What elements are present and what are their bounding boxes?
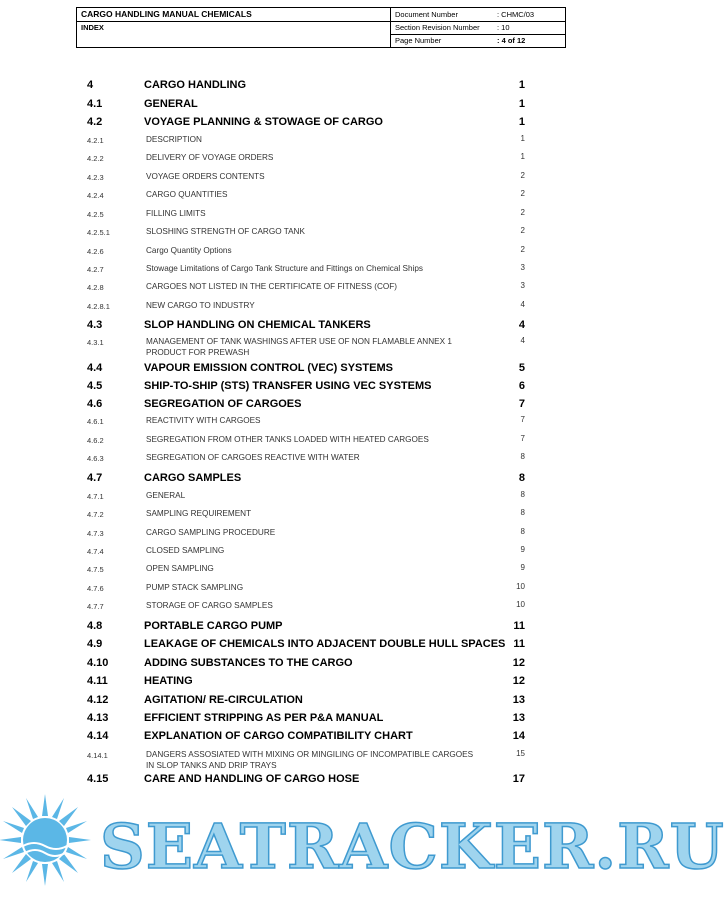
toc-entry-title: EXPLANATION OF CARGO COMPATIBILITY CHART bbox=[144, 730, 413, 742]
toc-entry-number: 4.7.6 bbox=[87, 584, 104, 593]
toc-entry-title: HEATING bbox=[144, 675, 193, 687]
toc-entry-title: ADDING SUBSTANCES TO THE CARGO bbox=[144, 657, 353, 669]
header-divider bbox=[390, 8, 391, 47]
doc-number-label: Document Number bbox=[395, 10, 458, 19]
toc-entry-title: CARGO SAMPLING PROCEDURE bbox=[146, 528, 276, 537]
toc-entry-number: 4.9 bbox=[87, 638, 103, 650]
header-divider bbox=[77, 21, 565, 22]
toc-entry-title: SEGREGATION FROM OTHER TANKS LOADED WITH HEATED CARGOES bbox=[146, 435, 429, 444]
toc-entry-number: 4.2.8.1 bbox=[87, 302, 110, 311]
toc-entry-title: GENERAL bbox=[144, 98, 198, 110]
revision-label: Section Revision Number bbox=[395, 23, 480, 32]
toc-entry-page: 5 bbox=[518, 362, 525, 374]
toc-entry-number: 4.2.5.1 bbox=[87, 228, 110, 237]
toc-entry-title: VAPOUR EMISSION CONTROL (VEC) SYSTEMS bbox=[144, 362, 393, 374]
toc-entry-title: PORTABLE CARGO PUMP bbox=[144, 620, 283, 632]
toc-entry-number: 4.2.4 bbox=[87, 191, 104, 200]
toc-entry-title: EFFICIENT STRIPPING AS PER P&A MANUAL bbox=[144, 712, 384, 724]
toc-entry-page: 2 bbox=[520, 208, 525, 217]
toc-entry-page: 1 bbox=[518, 98, 525, 110]
toc-entry-page: 2 bbox=[520, 189, 525, 198]
toc-entry-number: 4.5 bbox=[87, 380, 103, 392]
section-name: INDEX bbox=[81, 23, 104, 32]
toc-entry-number: 4 bbox=[87, 79, 94, 91]
toc-entry-title: MANAGEMENT OF TANK WASHINGS AFTER USE OF NON FLAMABLE ANNEX 1 PRODUCT FOR PREWASH bbox=[146, 337, 452, 357]
toc-entry-number: 4.7.3 bbox=[87, 529, 104, 538]
toc-entry-number: 4.8 bbox=[87, 620, 103, 632]
toc-entry-page: 8 bbox=[518, 472, 525, 484]
toc-entry-title: CLOSED SAMPLING bbox=[146, 546, 225, 555]
toc-entry-page: 13 bbox=[512, 712, 525, 724]
toc-entry-number: 4.7.7 bbox=[87, 602, 104, 611]
toc-entry-number: 4.13 bbox=[87, 712, 109, 724]
toc-entry-page: 1 bbox=[520, 134, 525, 143]
toc-entry-page: 8 bbox=[520, 452, 525, 461]
toc-entry-number: 4.6 bbox=[87, 398, 103, 410]
toc-entry-number: 4.2.1 bbox=[87, 136, 104, 145]
toc-entry-number: 4.2.6 bbox=[87, 247, 104, 256]
toc-entry-page: 7 bbox=[520, 434, 525, 443]
toc-entry-number: 4.2.2 bbox=[87, 154, 104, 163]
sun-icon bbox=[0, 794, 91, 886]
toc-entry-page: 1 bbox=[518, 79, 525, 91]
revision-value: : 10 bbox=[497, 23, 510, 32]
toc-entry-number: 4.2.3 bbox=[87, 173, 104, 182]
toc-entry-page: 2 bbox=[520, 245, 525, 254]
toc-entry-number: 4.1 bbox=[87, 98, 103, 110]
toc-entry-number: 4.2.7 bbox=[87, 265, 104, 274]
toc-entry-number: 4.2.8 bbox=[87, 283, 104, 292]
toc-entry-page: 12 bbox=[512, 675, 525, 687]
toc-entry-page: 4 bbox=[520, 300, 525, 309]
toc-entry-title: DANGERS ASSOSIATED WITH MIXING OR MINGILING OF INCOMPATIBLE CARGOES IN SLOP TANKS AND DRIP TRAYS bbox=[146, 750, 474, 770]
toc-entry-title: CARE AND HANDLING OF CARGO HOSE bbox=[144, 773, 360, 785]
toc-entry-page: 1 bbox=[518, 116, 525, 128]
toc-entry-page: 7 bbox=[518, 398, 525, 410]
toc-entry-page: 2 bbox=[520, 226, 525, 235]
toc-entry-number: 4.11 bbox=[87, 675, 108, 687]
page-label: Page Number bbox=[395, 36, 442, 45]
toc-entry-page: 8 bbox=[520, 527, 525, 536]
toc-entry-title: STORAGE OF CARGO SAMPLES bbox=[146, 601, 273, 610]
toc-entry-title: LEAKAGE OF CHEMICALS INTO ADJACENT DOUBLE HULL SPACES bbox=[144, 638, 506, 650]
toc-entry-title: FILLING LIMITS bbox=[146, 209, 206, 218]
toc-entry-page: 12 bbox=[512, 657, 525, 669]
toc-entry-page: 4 bbox=[520, 336, 525, 345]
toc-entry-number: 4.4 bbox=[87, 362, 103, 374]
document-header bbox=[76, 7, 566, 48]
doc-title: CARGO HANDLING MANUAL CHEMICALS bbox=[81, 9, 252, 19]
toc-entry-page: 10 bbox=[516, 582, 525, 591]
toc-entry-number: 4.3.1 bbox=[87, 338, 104, 347]
toc-entry-number: 4.6.1 bbox=[87, 417, 104, 426]
toc-entry-title: CARGO QUANTITIES bbox=[146, 190, 228, 199]
toc-entry-page: 10 bbox=[516, 600, 525, 609]
toc-entry-page: 13 bbox=[512, 694, 525, 706]
toc-entry-page: 15 bbox=[516, 749, 525, 758]
toc-entry-page: 3 bbox=[520, 263, 525, 272]
toc-entry-number: 4.12 bbox=[87, 694, 109, 706]
toc-entry-title: SEGREGATION OF CARGOES bbox=[144, 398, 302, 410]
toc-entry-page: 1 bbox=[520, 152, 525, 161]
toc-entry-page: 8 bbox=[520, 508, 525, 517]
toc-entry-number: 4.7.4 bbox=[87, 547, 104, 556]
toc-entry-title: PUMP STACK SAMPLING bbox=[146, 583, 244, 592]
toc-entry-page: 14 bbox=[512, 730, 525, 742]
toc-entry-page: 9 bbox=[520, 545, 525, 554]
toc-entry-title: GENERAL bbox=[146, 491, 186, 500]
toc-entry-title: OPEN SAMPLING bbox=[146, 564, 214, 573]
toc-entry-number: 4.2 bbox=[87, 116, 103, 128]
toc-entry-page: 6 bbox=[518, 380, 525, 392]
toc-entry-title: SLOSHING STRENGTH OF CARGO TANK bbox=[146, 227, 305, 236]
toc-entry-page: 2 bbox=[520, 171, 525, 180]
toc-entry-number: 4.7.2 bbox=[87, 510, 104, 519]
toc-entry-number: 4.6.3 bbox=[87, 454, 104, 463]
toc-entry-number: 4.7 bbox=[87, 472, 103, 484]
toc-entry-number: 4.2.5 bbox=[87, 210, 104, 219]
doc-number-value: : CHMC/03 bbox=[497, 10, 535, 19]
toc-entry-page: 7 bbox=[520, 415, 525, 424]
watermark-text: SEATRACKER.RU bbox=[100, 810, 725, 883]
toc-entry-title: VOYAGE ORDERS CONTENTS bbox=[146, 172, 265, 181]
toc-entry-title: SEGREGATION OF CARGOES REACTIVE WITH WATER bbox=[146, 453, 360, 462]
toc-entry-page: 11 bbox=[513, 620, 525, 632]
toc-entry-title: DELIVERY OF VOYAGE ORDERS bbox=[146, 153, 274, 162]
toc-entry-title: AGITATION/ RE-CIRCULATION bbox=[144, 694, 303, 706]
toc-entry-title: Stowage Limitations of Cargo Tank Structure and Fittings on Chemical Ships bbox=[146, 264, 423, 273]
toc-entry-title: CARGOES NOT LISTED IN THE CERTIFICATE OF FITNESS (COF) bbox=[146, 282, 397, 291]
toc-entry-number: 4.10 bbox=[87, 657, 109, 669]
toc-entry-number: 4.15 bbox=[87, 773, 109, 785]
toc-entry-page: 9 bbox=[520, 563, 525, 572]
toc-entry-number: 4.6.2 bbox=[87, 436, 104, 445]
toc-entry-title: VOYAGE PLANNING & STOWAGE OF CARGO bbox=[144, 116, 383, 128]
toc-entry-title: CARGO SAMPLES bbox=[144, 472, 242, 484]
toc-entry-page: 3 bbox=[520, 281, 525, 290]
toc-entry-page: 17 bbox=[512, 773, 525, 785]
toc-entry-title: SHIP-TO-SHIP (STS) TRANSFER USING VEC SYSTEMS bbox=[144, 380, 432, 392]
toc-entry-page: 4 bbox=[518, 319, 525, 331]
toc-entry-title: Cargo Quantity Options bbox=[146, 246, 232, 255]
toc-entry-number: 4.3 bbox=[87, 319, 103, 331]
toc-entry-number: 4.7.5 bbox=[87, 565, 104, 574]
toc-entry-title: DESCRIPTION bbox=[146, 135, 202, 144]
toc-entry-title: SAMPLING REQUIREMENT bbox=[146, 509, 252, 518]
toc-entry-title: REACTIVITY WITH CARGOES bbox=[146, 416, 261, 425]
toc-entry-number: 4.7.1 bbox=[87, 492, 104, 501]
toc-entry-title: NEW CARGO TO INDUSTRY bbox=[146, 301, 255, 310]
toc-entry-number: 4.14.1 bbox=[87, 751, 108, 760]
page-value: : 4 of 12 bbox=[497, 36, 526, 45]
toc-entry-page: 11 bbox=[513, 638, 525, 650]
toc-entry-title: CARGO HANDLING bbox=[144, 79, 247, 91]
toc-entry-page: 8 bbox=[520, 490, 525, 499]
toc-entry-title: SLOP HANDLING ON CHEMICAL TANKERS bbox=[144, 319, 371, 331]
toc-entry-number: 4.14 bbox=[87, 730, 109, 742]
